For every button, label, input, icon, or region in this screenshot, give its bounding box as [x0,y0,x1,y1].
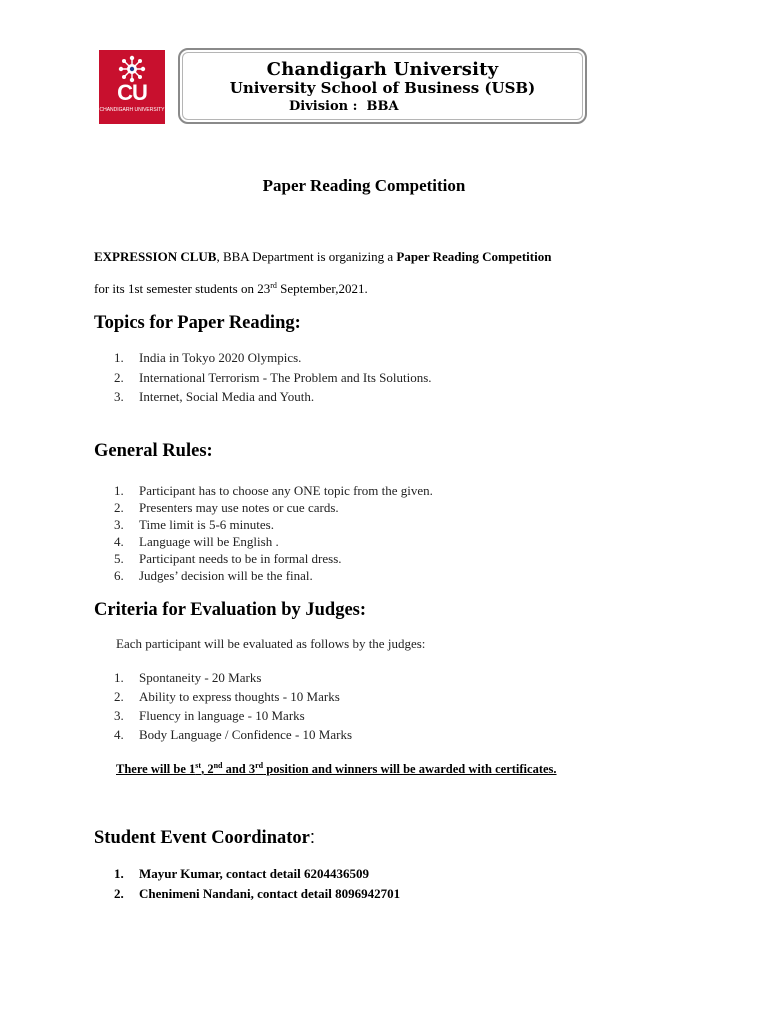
intro-line-1 [94,249,551,265]
list-item: 1. Participant has to choose any ONE topic from the given. [114,483,433,498]
rules-list [114,482,433,584]
university-logo [99,50,165,124]
university-name: Chandigarh University [266,59,499,80]
list-item: 1. Mayur Kumar, contact detail 6204436509 [114,866,370,881]
list-item: 1. Spontaneity - 20 Marks [114,670,262,685]
event-name: Paper Reading Competition [396,249,552,264]
list-item: 2. Chenimeni Nandani, contact detail 8096942701 [114,886,401,901]
intro-date-rest: September,2021. [276,281,368,296]
criteria-intro: Each participant will be evaluated as follows by the judges: [116,636,426,651]
criteria-heading: Criteria for Evaluation by Judges: [94,600,367,620]
topics-list [114,348,432,407]
letterhead-box [178,48,587,124]
page-title: Paper Reading Competition [262,176,466,195]
date-suffix: rd [270,281,277,290]
list-item: 2. International Terrorism - The Problem and Its Solutions. [114,369,432,385]
list-item: 4. Body Language / Confidence - 10 Marks [114,727,353,742]
division-label: Division : [289,99,358,114]
rules-heading: General Rules: [94,441,213,461]
list-item: 3. Time limit is 5-6 minutes. [114,517,274,532]
criteria-list [114,668,352,744]
list-item: 2. Presenters may use notes or cue cards. [114,500,339,515]
coordinator-list [114,864,400,904]
coordinator-heading: Student Event Coordinator: [94,826,315,848]
division-value: BBA [366,99,399,114]
list-item: 3. Fluency in language - 10 Marks [114,708,305,723]
intro-date-text: for its 1st semester students on 23 [94,281,271,296]
list-item: 1. India in Tokyo 2020 Olympics. [114,350,302,365]
logo-subtext: CHANDIGARH UNIVERSITY [99,107,165,113]
list-item: 6. Judges’ decision will be the final. [114,568,313,583]
list-item: 2. Ability to express thoughts - 10 Marks [114,689,340,704]
intro-text: , BBA Department is organizing a [216,249,397,264]
division-line [289,99,399,114]
logo-text: CU [117,80,147,105]
list-item: 3. Internet, Social Media and Youth. [114,389,315,404]
topics-heading: Topics for Paper Reading: [94,313,301,333]
intro-line-2 [94,281,368,297]
list-item: 4. Language will be English . [114,534,279,549]
school-name: University School of Business (USB) [229,79,536,97]
awards-note: There will be 1st, 2nd and 3rd position and winners will be awarded with certificates. [116,761,557,776]
list-item: 5. Participant needs to be in formal dress. [114,551,342,566]
club-name: EXPRESSION CLUB [94,249,217,264]
